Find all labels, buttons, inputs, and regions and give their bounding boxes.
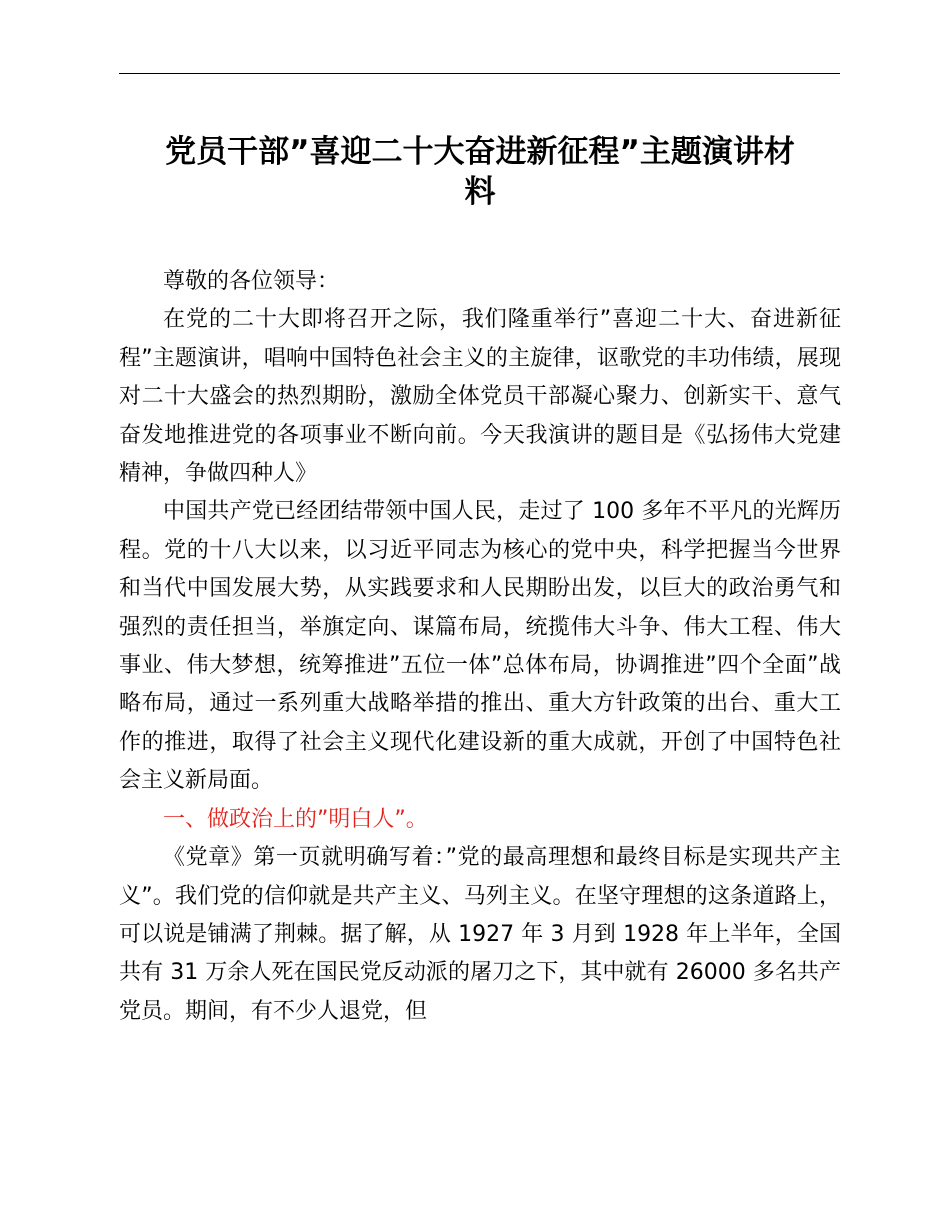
- body-paragraph-history: 中国共产党已经团结带领中国人民，走过了 100 多年不平凡的光辉历程。党的十八大以来，以习近平同志为核心的党中央，科学把握当今世界和当代中国发展大势，从实践要求和人民期盼出发，以巨大的政治勇气和强烈的责任担当，举旗定向、谋篇布局，统揽伟大斗争、伟大工程、伟大事业、伟大梦想，统筹推进”五位一体”总体布局，协调推进”四个全面”战略布局，通过一系列重大战略举措的推出、重大方针政策的出台、重大工作的推进，取得了社会主义现代化建设新的重大成就，开创了中国特色社会主义新局面。: [119, 499, 841, 794]
- document-body: [119, 263, 841, 1031]
- page-title-line-2: 料: [464, 174, 496, 210]
- page-title-line-1: 党员干部”喜迎二十大奋进新征程”主题演讲材: [165, 134, 795, 170]
- header-divider: [119, 73, 840, 74]
- salutation: 尊敬的各位领导：: [163, 269, 340, 294]
- section-heading-1: 一、做政治上的”明白人”。: [163, 806, 428, 832]
- body-paragraph-section-1: 《党章》第一页就明确写着：”党的最高理想和最终目标是实现共产主义”。我们党的信仰就是共产主义、马列主义。在坚守理想的这条道路上，可以说是铺满了荆棘。据了解，从 1927 年 3 月到 1928 年上半年，全国共有 31 万余人死在国民党反动派的屠刀之下，其中就有 26000 多名共产党员。期间，有不少人退党，但: [119, 845, 841, 1024]
- body-paragraph-intro: 在党的二十大即将召开之际，我们隆重举行”喜迎二十大、奋进新征程”主题演讲，唱响中国特色社会主义的主旋律，讴歌党的丰功伟绩，展现对二十大盛会的热烈期盼，激励全体党员干部凝心聚力、创新实干、意气奋发地推进党的各项事业不断向前。今天我演讲的题目是《弘扬伟大党建精神，争做四种人》: [119, 307, 841, 487]
- page-title: [118, 132, 842, 212]
